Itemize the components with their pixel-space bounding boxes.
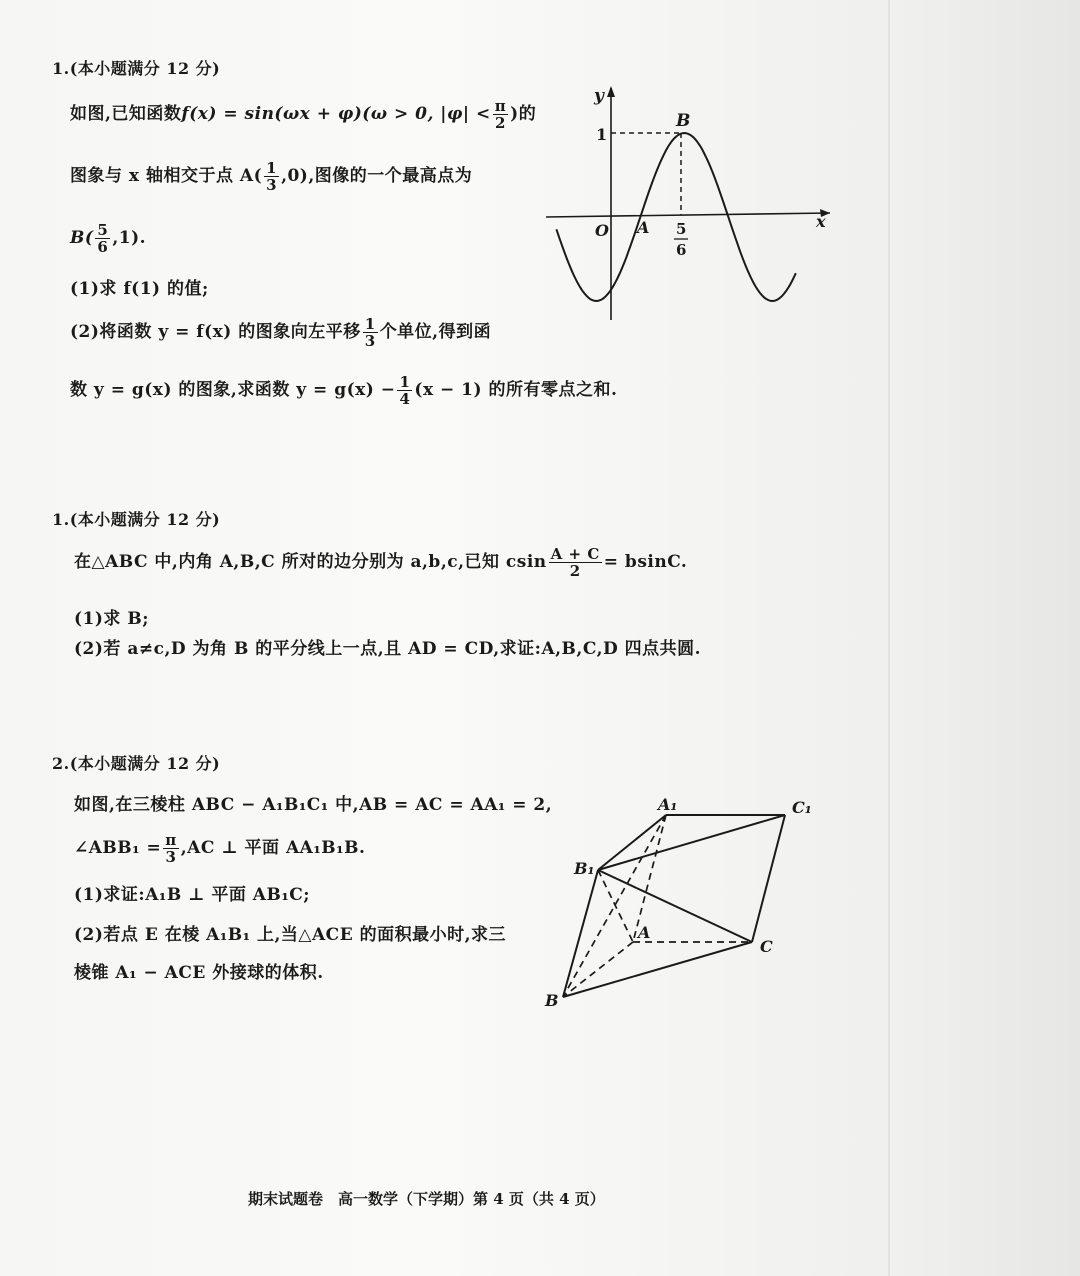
edge-a1b-hidden <box>563 815 666 997</box>
page-footer: 期末试题卷 高一数学（下学期）第 4 页（共 4 页） <box>248 1190 605 1208</box>
q2-part1: (1)求 B; <box>74 609 149 629</box>
text: ,0),图像的一个最高点为 <box>281 166 473 186</box>
text: 数 y = g(x) 的图象,求函数 y = g(x) − <box>70 380 396 400</box>
point-a-label: A <box>637 218 650 237</box>
numerator: 1 <box>266 159 278 177</box>
label-b1: B₁ <box>574 859 595 878</box>
point-b-label: B <box>676 111 691 131</box>
numerator: 1 <box>364 315 376 333</box>
edge-b1a1 <box>598 815 666 870</box>
q1-score: (本小题满分 12 分) <box>69 59 221 78</box>
edge-b1c <box>598 870 752 942</box>
q1-part2-line2 <box>70 374 617 407</box>
fraction <box>493 98 508 131</box>
numerator: A + C <box>550 545 600 563</box>
label-b: B <box>545 991 559 1010</box>
origin-label: O <box>595 221 609 240</box>
edge-c1c <box>752 815 785 942</box>
text: ,1). <box>112 228 147 248</box>
sine-graph <box>540 80 840 330</box>
page-fold-shadow <box>888 0 890 1276</box>
y-axis-arrow <box>607 86 615 97</box>
y-tick-1: 1 <box>596 125 608 144</box>
fraction <box>163 832 178 865</box>
fraction <box>95 222 110 255</box>
fraction <box>549 546 602 579</box>
q2-number: 1. <box>52 510 70 529</box>
edge-b1c1 <box>598 815 785 870</box>
text: )的 <box>510 104 537 124</box>
label-c1: C₁ <box>792 798 812 817</box>
fraction <box>363 316 378 349</box>
x-tick-denominator: 6 <box>676 241 687 259</box>
label-a1: A₁ <box>658 795 678 814</box>
fraction <box>264 160 279 193</box>
text: 图象与 x 轴相交于点 A( <box>70 166 263 186</box>
fraction <box>397 374 412 407</box>
denominator: 4 <box>399 390 411 408</box>
edge-ab-hidden <box>563 942 633 997</box>
numerator: 1 <box>399 373 411 391</box>
x-label: x <box>816 212 826 231</box>
text: ,AC ⊥ 平面 AA₁B₁B. <box>180 838 366 858</box>
label-c: C <box>760 937 773 956</box>
x-tick-numerator: 5 <box>676 220 687 238</box>
formula: f(x) = sin(ωx + φ)(ω > 0, |φ| < <box>181 104 491 124</box>
text: = bsinC. <box>603 552 688 572</box>
denominator: 3 <box>266 176 278 194</box>
q1-part1: (1)求 f(1) 的值; <box>70 279 209 299</box>
numerator: 5 <box>97 221 109 239</box>
q3-part2-line2: 棱锥 A₁ − ACE 外接球的体积. <box>74 963 324 983</box>
denominator: 2 <box>494 114 506 132</box>
text: B( <box>70 228 94 248</box>
prism-figure <box>540 790 820 1015</box>
text: 如图,已知函数 <box>70 104 182 124</box>
text: 在△ABC 中,内角 A,B,C 所对的边分别为 a,b,c,已知 csin <box>74 552 547 572</box>
q2-line1 <box>74 546 687 579</box>
q1-line3 <box>70 222 146 255</box>
numerator: π <box>494 97 507 115</box>
q3-number: 2. <box>52 754 70 773</box>
q3-part1: (1)求证:A₁B ⊥ 平面 AB₁C; <box>74 885 311 905</box>
text: ∠ABB₁ = <box>74 838 162 858</box>
q3-part2-line1: (2)若点 E 在棱 A₁B₁ 上,当△ACE 的面积最小时,求三 <box>74 925 507 945</box>
q1-number: 1. <box>52 59 70 78</box>
text: (2)将函数 y = f(x) 的图象向左平移 <box>70 322 361 342</box>
q1-line2 <box>70 160 472 193</box>
q1-line1 <box>70 98 536 131</box>
x-axis <box>546 213 830 217</box>
q3-header <box>52 751 220 774</box>
edge-b1a-hidden <box>598 870 633 942</box>
q2-part2: (2)若 a≠c,D 为角 B 的平分线上一点,且 AD = CD,求证:A,B,C,D 四点共圆. <box>74 639 702 659</box>
text: (x − 1) 的所有零点之和. <box>414 380 618 400</box>
denominator: 2 <box>569 562 581 580</box>
q2-score: (本小题满分 12 分) <box>69 510 221 529</box>
q1-header <box>52 56 220 79</box>
q3-line2 <box>74 832 365 865</box>
q2-header <box>52 507 220 530</box>
denominator: 6 <box>97 238 109 256</box>
denominator: 3 <box>364 332 376 350</box>
edge-b1b <box>563 870 598 997</box>
y-label: y <box>594 86 604 106</box>
q1-part2-line1 <box>70 316 491 349</box>
q3-score: (本小题满分 12 分) <box>69 754 221 773</box>
numerator: π <box>165 831 177 849</box>
label-a: A <box>638 923 651 942</box>
text: 个单位,得到函 <box>379 322 492 342</box>
denominator: 3 <box>165 848 177 866</box>
q3-line1: 如图,在三棱柱 ABC − A₁B₁C₁ 中,AB = AC = AA₁ = 2, <box>74 795 553 815</box>
edge-bc <box>563 942 752 997</box>
